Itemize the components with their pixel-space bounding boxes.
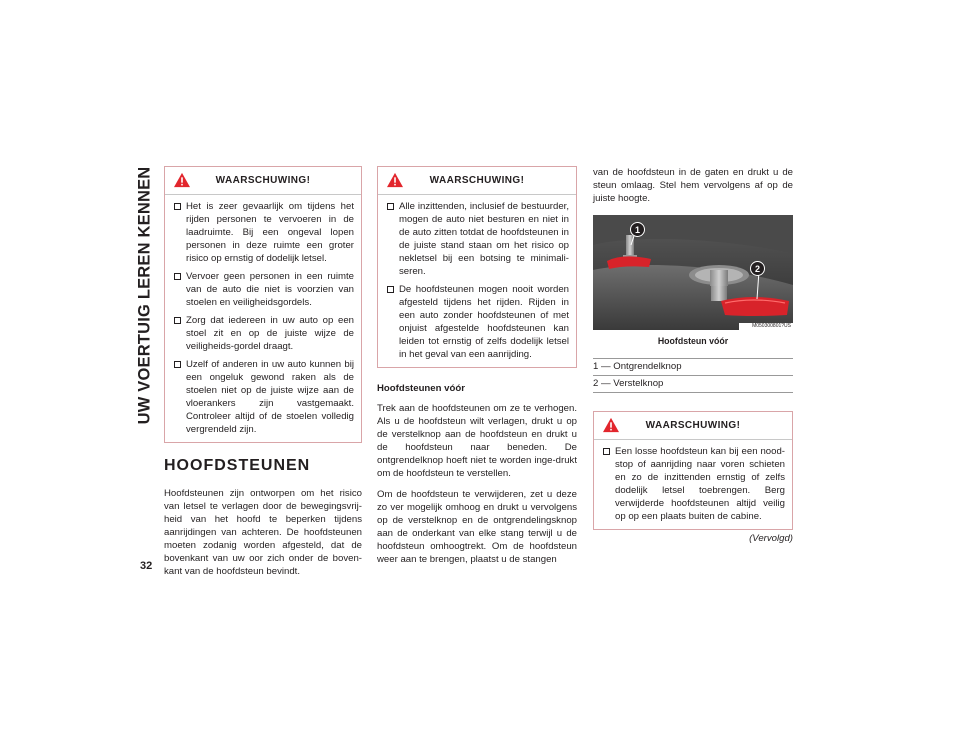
- warning-item: Alle inzittenden, inclusief de bestuurder, mogen de auto niet besturen en niet in de auto zitten totdat de hoofdsteunen in de juiste stand staan om het risico op nekletsel bij een botsing te minimali-seren.: [386, 200, 569, 278]
- headrest-figure: [593, 215, 793, 330]
- figure-caption: Hoofdsteun vóór: [657, 336, 729, 346]
- checkbox-bullet-icon: [174, 273, 181, 280]
- checkbox-bullet-icon: [387, 203, 394, 210]
- continued-label: (Vervolgd): [749, 533, 793, 544]
- body-paragraph: Om de hoofdsteun te verwijderen, zet u deze zo ver mogelijk omhoog en drukt u vervolgens op de verstelknop en de ontgrendelingsknop aan de onderkant van elke stang terwijl u de hoofdsteun omhoogtrekt. Om de hoofdsteun weer aan te brengen, plaatst u de stangen: [377, 489, 577, 565]
- warning-item: Zorg dat iedereen in uw auto op een stoel zit en op de juiste wijze de veiligheids-gordel draagt.: [173, 314, 354, 353]
- warning-item: Vervoer geen personen in een ruimte van de auto die niet is voorzien van stoelen en veiligheidsgordels.: [173, 270, 354, 309]
- warning-label: WAARSCHUWING!: [215, 175, 311, 186]
- warning-box-1: [164, 166, 362, 443]
- warning-item: Het is zeer gevaarlijk om tijdens het rijden personen te vervoeren in de laadruimte. Bij een ongeval lopen personen in deze ruimte een groter risico op ernstig of dodelijk letsel.: [173, 200, 354, 265]
- warning-box-2: [377, 166, 577, 368]
- warning-item: Uzelf of anderen in uw auto kunnen bij een ongeluk gewond raken als de stoelen niet op de juiste wijze aan de vloerankers zijn vastgemaakt. Controleer altijd of de stoelen volledig vergrendeld zijn.: [173, 358, 354, 436]
- section-heading: HOOFDSTEUNEN: [164, 457, 311, 474]
- warning-header: [594, 412, 792, 440]
- checkbox-bullet-icon: [174, 361, 181, 368]
- warning-triangle-icon: [602, 417, 620, 433]
- page-number: 32: [140, 560, 153, 572]
- warning-label: WAARSCHUWING!: [645, 420, 741, 431]
- checkbox-bullet-icon: [603, 448, 610, 455]
- legend-item: 1 — Ontgrendelknop: [593, 359, 793, 376]
- checkbox-bullet-icon: [174, 203, 181, 210]
- checkbox-bullet-icon: [174, 317, 181, 324]
- body-paragraph: van de hoofdsteun in de gaten en drukt u de steun omlaag. Stel hem vervolgens af op de juiste hoogte.: [593, 167, 793, 204]
- column-3: [593, 166, 793, 544]
- column-2: [377, 166, 577, 566]
- warning-label: WAARSCHUWING!: [429, 175, 525, 186]
- body-paragraph: Trek aan de hoofdsteunen om ze te verhogen. Als u de hoofdsteun wilt verlagen, drukt u op de verstelknop aan de hoofdsteun en drukt u de hoofdsteun naar beneden. De ontgrendelknop hoeft niet te worden inge-drukt om de hoofdsteun te verstellen.: [377, 403, 577, 479]
- chapter-title-text: UW VOERTUIG LEREN KENNEN: [135, 166, 154, 424]
- warning-item: Een losse hoofdsteun kan bij een nood-stop of aanrijding naar voren schieten en zo de inzittenden ernstig of zelfs dodelijk letsel toebrengen. Berg verwijderde hoofdsteunen altijd veilig op op een plaats buiten de cabine.: [602, 445, 785, 523]
- legend-item: 2 — Verstelknop: [593, 376, 793, 393]
- column-1: [164, 166, 362, 578]
- warning-header: [165, 167, 361, 195]
- figure-legend: [593, 358, 793, 393]
- callout-1: 1: [630, 222, 645, 237]
- checkbox-bullet-icon: [387, 286, 394, 293]
- warning-header: [378, 167, 576, 195]
- warning-triangle-icon: [386, 172, 404, 188]
- warning-box-3: [593, 411, 793, 530]
- callout-2: 2: [750, 261, 765, 276]
- body-paragraph: Hoofdsteunen zijn ontworpen om het risico van letsel te verlagen door de bewegingsvrij-heid van het hoofd te beperken tijdens aanrijdingen van achteren. De hoofdsteunen moeten zodanig worden afgesteld, dat de bovenkant van uw oor zich onder de boven-kant van de hoofdsteun bevindt.: [164, 488, 362, 577]
- chapter-side-title: [131, 166, 159, 424]
- image-code: M050300801?US: [752, 323, 791, 329]
- subsection-heading: Hoofdsteunen vóór: [377, 383, 465, 394]
- warning-triangle-icon: [173, 172, 191, 188]
- warning-item: De hoofdsteunen mogen nooit worden afgesteld tijdens het rijden. Rijden in een auto zonder hoofdsteunen of met onjuist afgestelde hoofdsteunen kan leiden tot ernstig of zelfs dodelijk letsel in het geval van een aanrijding.: [386, 283, 569, 361]
